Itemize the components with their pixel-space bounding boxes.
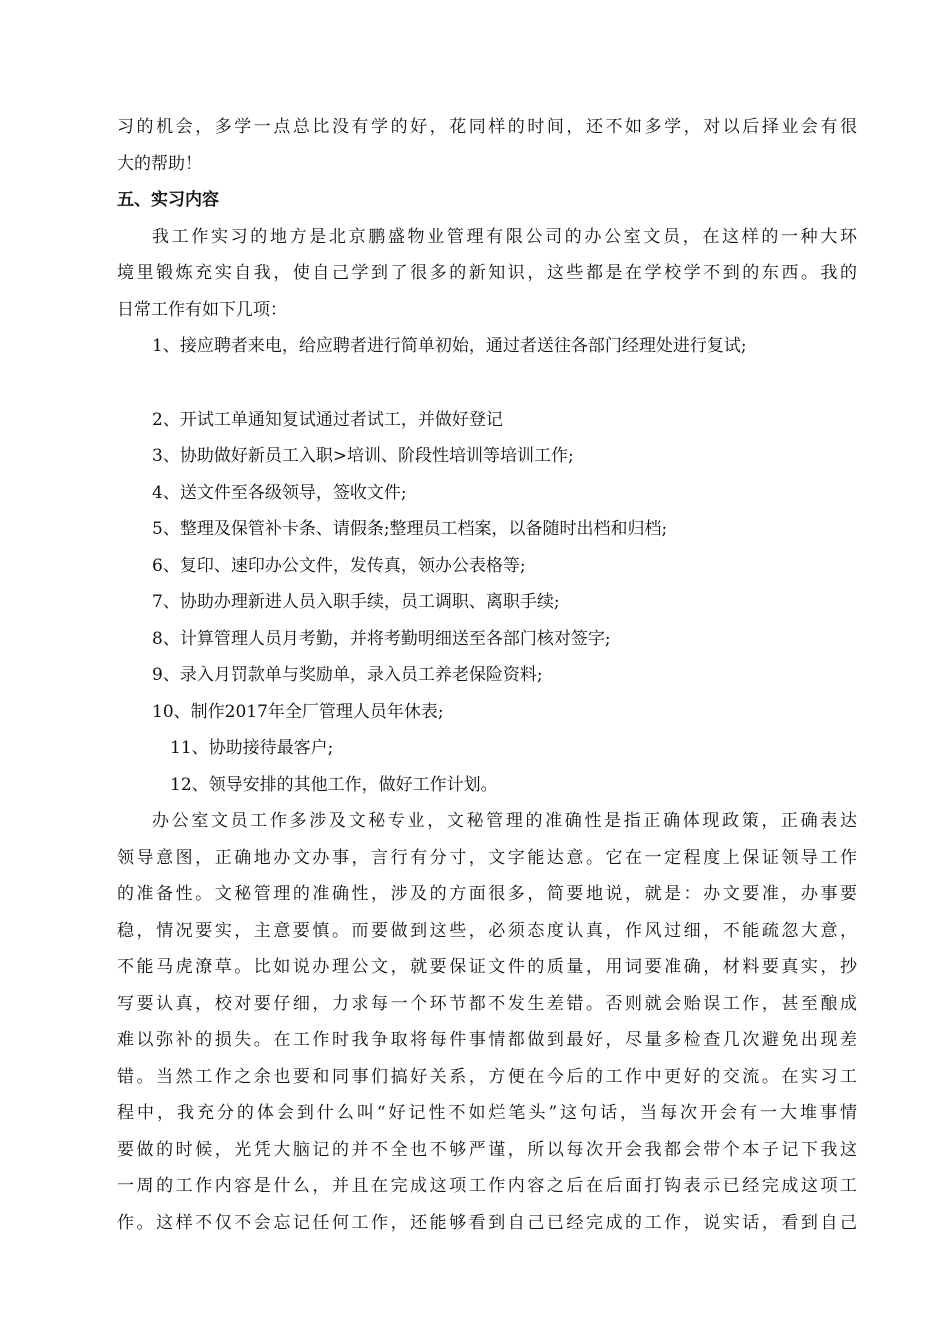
para1-line-2: 境里锻炼充实自我，使自己学到了很多的新知识，这些都是在学校学不到的东西。我的: [117, 263, 857, 283]
para2-line-5: 不能马虎潦草。比如说办理公文，就要保证文件的质量，用词要准确，材料要真实，抄: [117, 957, 857, 977]
para2-line-8: 错。当然工作之余也要和同事们搞好关系，方便在今后的工作中更好的交流。在实习工: [117, 1066, 857, 1087]
para2-line-7: 难以弥补的损失。在工作时我争取将每件事情都做到最好，尽量多检查几次避免出现差: [117, 1030, 857, 1050]
para2-line-6: 写要认真，校对要仔细，力求每一个环节都不发生差错。否则就会贻误工作，甚至酿成: [117, 993, 857, 1014]
intro-line-1: 习的机会，多学一点总比没有学的好，花同样的时间，还不如多学，对以后择业会有很: [117, 117, 857, 137]
para2-line-11: 一周的工作内容是什么，并且在完成这项工作内容之后在后面打钩表示已经完成这项工: [117, 1176, 857, 1196]
task-item-9: 9、录入月罚款单与奖励单，录入员工养老保险资料;: [152, 665, 543, 685]
para2-line-9: 程中，我充分的体会到什么叫“好记性不如烂笔头”这句话，当每次开会有一大堆事情: [117, 1103, 857, 1123]
para2-line-12: 作。这样不仅不会忘记任何工作，还能够看到自己已经完成的工作，说实话，看到自己: [117, 1212, 857, 1233]
para2-line-3: 的准备性。文秘管理的准确性，涉及的方面很多，简要地说，就是：办文要准，办事要: [117, 884, 857, 904]
para2-line-4: 稳，情况要实，主意要慎。而要做到这些，必须态度认真，作风过细，不能疏忽大意，: [117, 920, 857, 941]
task-item-6: 6、复印、速印办公文件，发传真，领办公表格等;: [152, 555, 526, 576]
document-page: [117, 109, 857, 1241]
blank-gap: [117, 365, 857, 402]
task-item-5: 5、整理及保管补卡条、请假条;整理员工档案，以备随时出档和归档;: [152, 519, 668, 539]
para2-line-1: 办公室文员工作多涉及文秘专业，文秘管理的准确性是指正确体现政策，正确表达: [152, 811, 857, 831]
intro-line-2: 大的帮助！: [117, 153, 202, 174]
task-item-11: 11、协助接待最客户;: [170, 738, 334, 758]
para2-line-2: 领导意图，正确地办文办事，言行有分寸，文字能达意。它在一定程度上保证领导工作: [117, 847, 857, 868]
task-item-3: 3、协助做好新员工入职>培训、阶段性培训等培训工作;: [152, 446, 574, 466]
task-item-7: 7、协助办理新进人员入职手续，员工调职、离职手续;: [152, 592, 560, 612]
para2-line-10: 要做的时候，光凭大脑记的并不全也不够严谨，所以每次开会我都会带个本子记下我这: [117, 1139, 857, 1160]
task-item-12: 12、领导安排的其他工作，做好工作计划。: [170, 774, 498, 795]
para1-line-3: 日常工作有如下几项：: [117, 299, 287, 320]
task-item-8: 8、计算管理人员月考勤，并将考勤明细送至各部门核对签字;: [152, 628, 611, 649]
task-item-1: 1、接应聘者来电，给应聘者进行简单初始，通过者送往各部门经理处进行复试;: [152, 336, 747, 356]
para1-line-1: 我工作实习的地方是北京鹏盛物业管理有限公司的办公室文员，在这样的一种大环: [152, 226, 857, 247]
task-item-10: 10、制作2017年全厂管理人员年休表;: [152, 701, 444, 722]
section-heading: 五、实习内容: [117, 190, 219, 210]
task-item-2: 2、开试工单通知复试通过者试工，并做好登记: [152, 409, 503, 430]
task-item-4: 4、送文件至各级领导，签收文件;: [152, 482, 407, 503]
